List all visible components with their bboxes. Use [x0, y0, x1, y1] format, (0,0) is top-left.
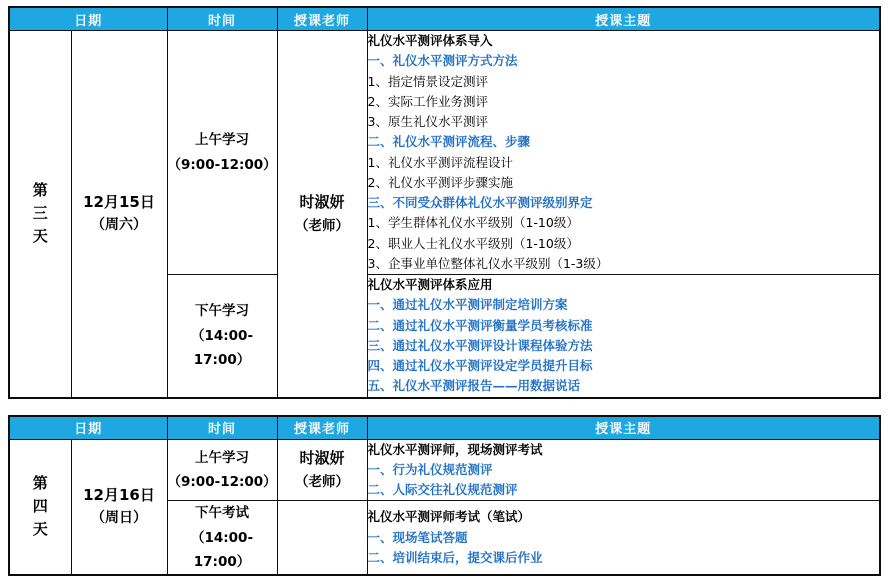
day-line-1: 第 [10, 472, 71, 495]
topic-cell-afternoon [367, 275, 880, 398]
teacher-name: 时淑妍 [278, 446, 367, 472]
topic-line: 2、实际工作业务测评 [368, 92, 880, 112]
day-line-2: 三 [10, 202, 71, 225]
time-label: 下午学习 [168, 299, 277, 323]
column-header-date: 日期 [9, 416, 167, 440]
topic-cell-afternoon [367, 501, 880, 575]
day-line-3: 天 [10, 518, 71, 541]
column-header-topic: 授课主题 [367, 416, 880, 440]
time-range: （9:00-12:00） [168, 153, 277, 177]
teacher-role: （老师） [278, 215, 367, 238]
topic-list [368, 507, 880, 568]
topic-line: 2、礼仪水平测评步骤实施 [368, 173, 880, 193]
topic-line: 1、学生群体礼仪水平级别（1-10级） [368, 213, 880, 233]
teacher-name: 时淑妍 [278, 190, 367, 216]
table-row [9, 439, 880, 501]
date-main: 12月15日 [72, 191, 167, 214]
time-cell-afternoon [167, 275, 277, 398]
topic-list [368, 440, 880, 501]
time-label: 上午学习 [168, 128, 277, 152]
column-header-teacher: 授课老师 [277, 416, 367, 440]
topic-line: 二、培训结束后，提交课后作业 [368, 548, 880, 568]
table-gap [8, 399, 881, 415]
teacher-cell [277, 439, 367, 501]
column-header-topic: 授课主题 [367, 7, 880, 31]
topic-line: 二、礼仪水平测评流程、步骤 [368, 132, 880, 152]
topic-line: 二、通过礼仪水平测评衡量学员考核标准 [368, 316, 880, 336]
table-header-row [9, 7, 880, 31]
topic-list [368, 275, 880, 397]
topic-cell-morning [367, 439, 880, 501]
schedule-table-day4 [8, 415, 881, 576]
day-line-1: 第 [10, 179, 71, 202]
day-line-3: 天 [10, 225, 71, 248]
time-label: 上午学习 [168, 446, 277, 470]
topic-line: 一、通过礼仪水平测评制定培训方案 [368, 295, 880, 315]
time-range: （9:00-12:00） [168, 470, 277, 494]
time-cell-morning [167, 31, 277, 275]
date-cell [71, 439, 167, 575]
day-line-2: 四 [10, 495, 71, 518]
topic-line: 二、人际交往礼仪规范测评 [368, 480, 880, 500]
teacher-role: （老师） [278, 471, 367, 494]
time-range: （14:00-17:00） [168, 526, 277, 575]
teacher-cell [277, 31, 367, 398]
topic-line: 礼仪水平测评体系导入 [368, 31, 880, 51]
table-header-row [9, 416, 880, 440]
day-number-cell [9, 31, 71, 398]
column-header-teacher: 授课老师 [277, 7, 367, 31]
topic-line: 3、原生礼仪水平测评 [368, 112, 880, 132]
topic-line: 礼仪水平测评师，现场测评考试 [368, 440, 880, 460]
column-header-time: 时间 [167, 416, 277, 440]
time-cell-morning [167, 439, 277, 501]
topic-list [368, 31, 880, 274]
time-label: 下午考试 [168, 501, 277, 525]
topic-line: 三、不同受众群体礼仪水平测评级别界定 [368, 193, 880, 213]
topic-line: 1、指定情景设定测评 [368, 72, 880, 92]
date-main: 12月16日 [72, 484, 167, 507]
date-cell [71, 31, 167, 398]
column-header-date: 日期 [9, 7, 167, 31]
topic-line: 1、礼仪水平测评流程设计 [368, 153, 880, 173]
topic-line: 四、通过礼仪水平测评设定学员提升目标 [368, 356, 880, 376]
schedule-table-day3 [8, 6, 881, 399]
topic-line: 五、礼仪水平测评报告——用数据说话 [368, 376, 880, 396]
topic-line: 一、行为礼仪规范测评 [368, 460, 880, 480]
column-header-time: 时间 [167, 7, 277, 31]
topic-line: 三、通过礼仪水平测评设计课程体验方法 [368, 336, 880, 356]
topic-line: 3、企事业单位整体礼仪水平级别（1-3级） [368, 254, 880, 274]
topic-line: 一、礼仪水平测评方式方法 [368, 51, 880, 71]
teacher-cell-empty [277, 501, 367, 575]
time-range: （14:00-17:00） [168, 324, 277, 373]
topic-line: 礼仪水平测评师考试（笔试） [368, 507, 880, 527]
time-cell-afternoon [167, 501, 277, 575]
topic-line: 一、现场笔试答题 [368, 528, 880, 548]
day-number-cell [9, 439, 71, 575]
topic-line: 礼仪水平测评体系应用 [368, 275, 880, 295]
table-row [9, 31, 880, 275]
topic-cell-morning [367, 31, 880, 275]
topic-line: 2、职业人士礼仪水平级别（1-10级） [368, 234, 880, 254]
date-weekday: （周六） [72, 215, 167, 237]
date-weekday: （周日） [72, 508, 167, 530]
